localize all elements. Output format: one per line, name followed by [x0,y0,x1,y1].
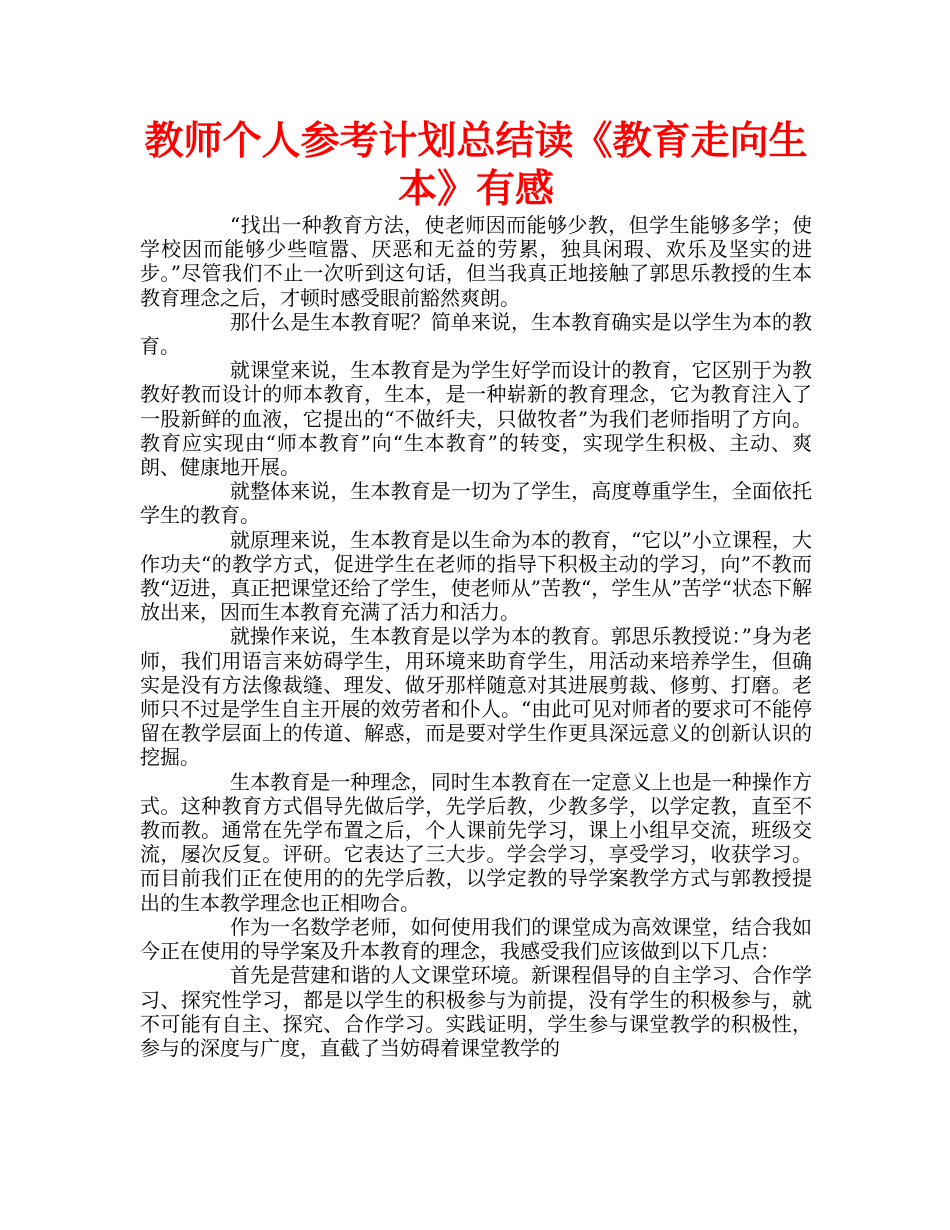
paragraph-intro-quote: “找出一种教育方法，使老师因而能够少教，但学生能够多学；使学校因而能够少些喧嚣、厌恶和无益的劳累，独具闲瑕、欢乐及坚实的进步。”尽管我们不止一次听到这句话，但当我真正地接触了郭思乐教授的生本教育理念之后，才顿时感受眼前豁然爽朗。 [140,213,812,310]
paragraph-method: 生本教育是一种理念，同时生本教育在一定意义上也是一种操作方式。这种教育方式倡导先做后学，先学后教，少教多学，以学定教，直至不教而教。通常在先学布置之后，个人课前先学习，课上小组早交流，班级交流，屡次反复。评研。它表达了三大步。学会学习，享受学习，收获学习。而目前我们正在使用的的先学后教，以学定教的导学案教学方式与郭教授提出的生本教学理念也正相吻合。 [140,769,812,915]
document-title: 教师个人参考计划总结读《教育走向生本》有感 [144,119,808,212]
paragraph-operation-view: 就操作来说，生本教育是以学为本的教育。郭思乐教授说：”身为老师，我们用语言来妨碍学生，用环境来助育学生，用活动来培养学生，但确实是没有方法像裁缝、理发、做牙那样随意对其进展剪裁、修剪、打磨。老师只不过是学生自主开展的效劳者和仆人。“由此可见对师者的要求可不能停留在教学层面上的传道、解惑，而是要对学生作更具深远意义的创新认识的挖掘。 [140,624,812,770]
document-body [140,213,812,1060]
paragraph-overall-view: 就整体来说，生本教育是一切为了学生，高度尊重学生，全面依托学生的教育。 [140,479,812,528]
paragraph-principle-view: 就原理来说，生本教育是以生命为本的教育，“它以”小立课程，大作功夫“的教学方式，促进学生在老师的指导下积极主动的学习，向”不教而教“迈进，真正把课堂还给了学生，使老师从”苦教“，学生从”苦学“状态下解放出来，因而生本教育充满了活力和活力。 [140,527,812,625]
paragraph-first-point: 首先是营建和谐的人文课堂环境。新课程倡导的自主学习、合作学习、探究性学习，都是以学生的积极参与为前提，没有学生的积极参与，就不可能有自主、探究、合作学习。实践证明，学生参与课堂教学的积极性，参与的深度与广度，直截了当妨碍着课堂教学的 [140,963,812,1060]
paragraph-classroom-view: 就课堂来说，生本教育是为学生好学而设计的教育，它区别于为教教好教而设计的师本教育，生本，是一种崭新的教育理念，它为教育注入了一股新鲜的血液，它提出的“不做纤夫，只做牧者”为我们老师指明了方向。教育应实现由“师本教育”向“生本教育”的转变，实现学生积极、主动、爽朗、健康地开展。 [140,358,812,480]
paragraph-math-teacher: 作为一名数学老师，如何使用我们的课堂成为高效课堂，结合我如今正在使用的导学案及升本教育的理念，我感受我们应该做到以下几点： [140,914,812,964]
paragraph-what-is-shengben: 那什么是生本教育呢？简单来说，生本教育确实是以学生为本的教育。 [140,309,812,359]
